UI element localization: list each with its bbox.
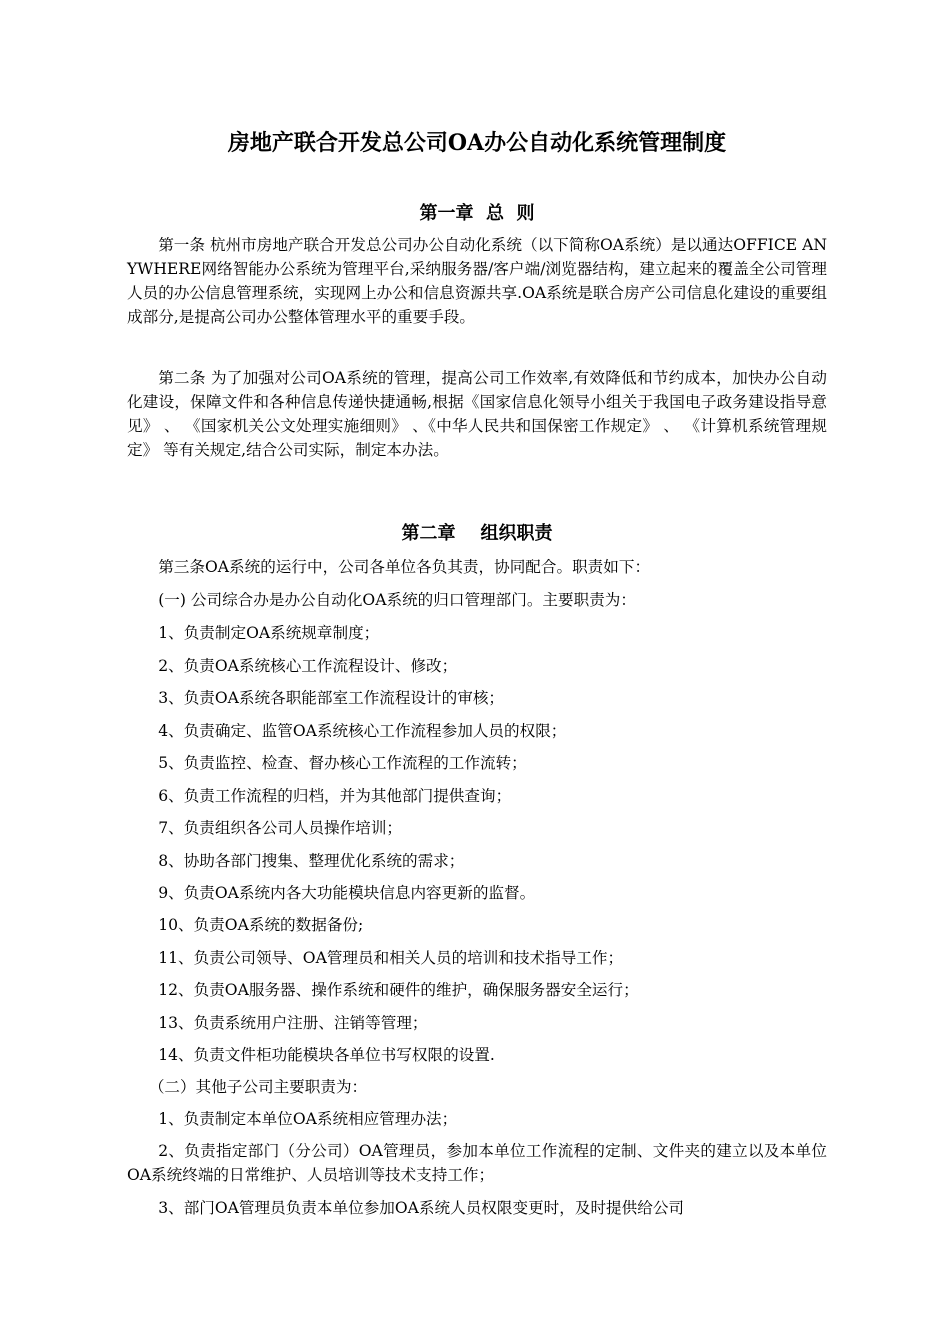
list-item: 3、负责OA系统各职能部室工作流程设计的审核； (158, 689, 505, 707)
list-item: 1、负责制定本单位OA系统相应管理办法； (158, 1110, 458, 1128)
list-item: 14、负责文件柜功能模块各单位书写权限的设置. (158, 1046, 495, 1064)
list-item: 6、负责工作流程的归档，并为其他部门提供查询； (158, 787, 512, 805)
list-item: 9、负责OA系统内各大功能模块信息内容更新的监督。 (158, 884, 536, 902)
list-item: 8、协助各部门搜集、整理优化系统的需求； (158, 852, 465, 870)
list-item: 1、负责制定OA系统规章制度； (158, 624, 380, 642)
list-item: 2、负责OA系统核心工作流程设计、修改； (158, 657, 458, 675)
list-item: 5、负责监控、检查、督办核心工作流程的工作流转； (158, 754, 527, 772)
chapter-1-heading: 第一章 总 则 (419, 203, 535, 224)
list-item: 4、负责确定、监管OA系统核心工作流程参加人员的权限； (158, 722, 567, 740)
document-title: 房地产联合开发总公司OA办公自动化系统管理制度 (227, 130, 727, 156)
section-2-heading: （二）其他子公司主要职责为： (148, 1078, 368, 1096)
list-item: 13、负责系统用户注册、注销等管理； (158, 1014, 428, 1032)
chapter-2-heading: 第二章 组织职责 (401, 523, 553, 544)
list-item: 10、负责OA系统的数据备份; (158, 916, 364, 934)
article-3-paragraph: 第三条OA系统的运行中，公司各单位各负其责，协同配合。职责如下： (158, 558, 651, 576)
article-2-paragraph: 第二条 为了加强对公司OA系统的管理，提高公司工作效率,有效降低和节约成本，加快办公自动化建设，保障文件和各种信息传递快捷通畅,根据《国家信息化领导小组关于我国电子政务建设指导意见》 、 《国家机关公文处理实施细则》 、《中华人民共和国保密工作规定》 、 《计算机系统管理规定》 等有关规定,结合公司实际，制定本办法。 (127, 369, 827, 459)
article-1-paragraph: 第一条 杭州市房地产联合开发总公司办公自动化系统（以下简称OA系统）是以通达OFFICE ANYWHERE网络智能办公系统为管理平台,采纳服务器/客户端/浏览器结构，建立起来的覆盖全公司管理人员的办公信息管理系统，实现网上办公和信息资源共享.OA系统是联合房产公司信息化建设的重要组成部分,是提高公司办公整体管理水平的重要手段。 (127, 236, 827, 326)
section-1-heading: (一) 公司综合办是办公自动化OA系统的归口管理部门。主要职责为： (158, 591, 636, 609)
list-item: 3、部门OA管理员负责本单位参加OA系统人员权限变更时，及时提供给公司 (158, 1199, 685, 1217)
list-item: 7、负责组织各公司人员操作培训； (158, 819, 403, 837)
list-item: 2、负责指定部门（分公司）OA管理员，参加本单位工作流程的定制、文件夹的建立以及本单位OA系统终端的日常维护、人员培训等技术支持工作； (127, 1142, 827, 1184)
list-item: 12、负责OA服务器、操作系统和硬件的维护，确保服务器安全运行； (158, 981, 639, 999)
list-item: 11、负责公司领导、OA管理员和相关人员的培训和技术指导工作； (158, 949, 624, 967)
